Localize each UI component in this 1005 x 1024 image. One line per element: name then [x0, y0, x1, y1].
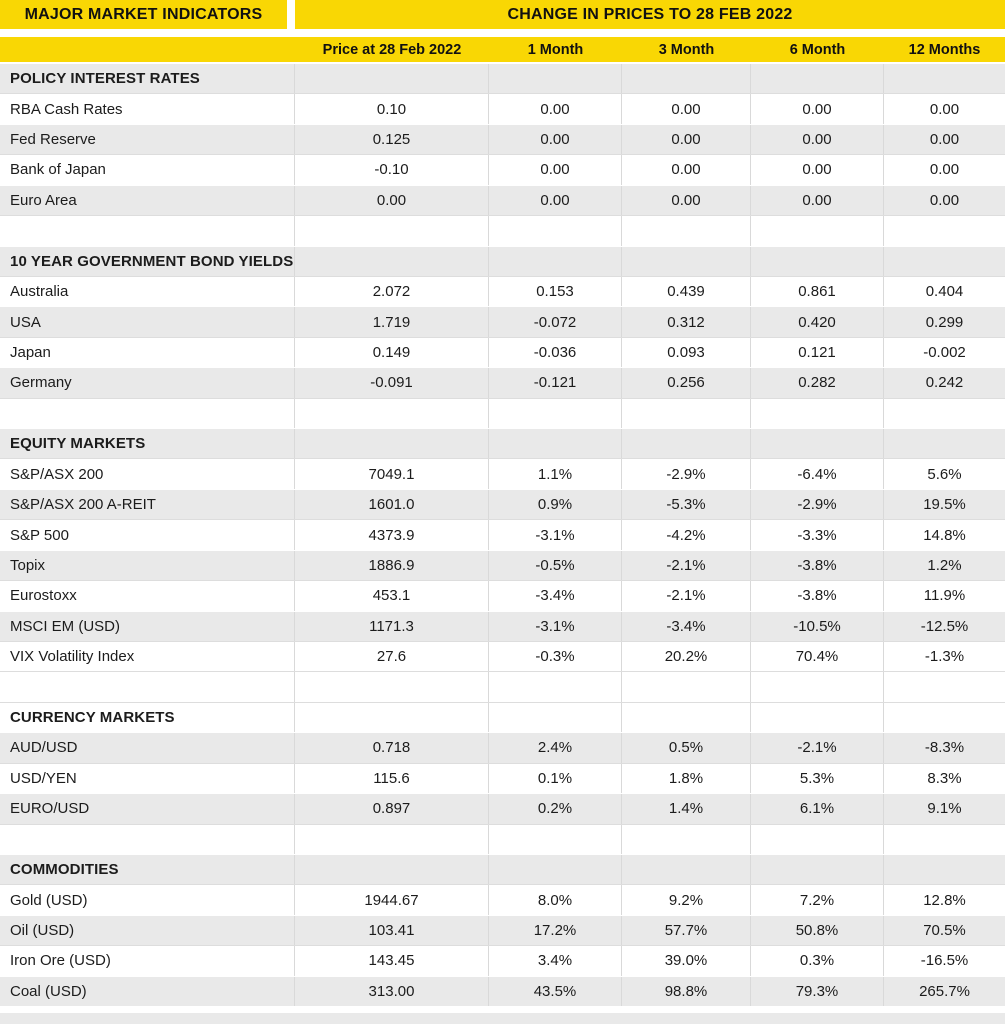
cell-value: 0.00 [751, 186, 884, 215]
cell-value [884, 825, 1005, 854]
cell-value: 0.00 [622, 155, 751, 184]
cell-value: 1886.9 [295, 551, 489, 580]
table-row [0, 550, 1005, 580]
cell-value: 0.125 [295, 125, 489, 154]
cell-value [622, 825, 751, 854]
row-label: USA [0, 307, 295, 336]
cell-value: -10.5% [751, 612, 884, 641]
row-label: Fed Reserve [0, 125, 295, 154]
cell-value: 0.242 [925, 374, 964, 392]
column-header-12-months: 12 Months [908, 41, 981, 58]
cell-value: 0.00 [489, 155, 622, 184]
table-row [0, 732, 1005, 762]
spacer-row [0, 824, 1005, 854]
cell-value: -0.3% [489, 642, 622, 671]
table-row [0, 793, 1005, 823]
cell-value: 3.4% [489, 946, 622, 975]
row-label: RBA Cash Rates [0, 94, 295, 123]
cell-value: -2.9% [751, 490, 884, 519]
cell-value [751, 216, 884, 245]
cell-value [489, 703, 622, 732]
cell-value: -1.3% [924, 648, 965, 666]
cell-value [622, 429, 751, 458]
row-label: Coal (USD) [0, 977, 295, 1006]
cell-value: 19.5% [923, 496, 966, 514]
table-row [0, 276, 1005, 306]
cell-value [489, 429, 622, 458]
cell-value [622, 247, 751, 276]
cell-value: -3.1% [489, 520, 622, 549]
cell-value: -5.3% [622, 490, 751, 519]
row-label: Oil (USD) [0, 916, 295, 945]
section-title: EQUITY MARKETS [0, 429, 295, 458]
cell-value: 0.00 [489, 94, 622, 123]
cell-value: 0.00 [622, 94, 751, 123]
cell-value: 70.5% [923, 922, 966, 940]
row-label [0, 672, 295, 701]
cell-value: -3.4% [622, 612, 751, 641]
row-label: Germany [0, 368, 295, 397]
cell-value: -3.4% [489, 581, 622, 610]
cell-value: 8.3% [927, 769, 962, 787]
cell-value: 0.00 [622, 125, 751, 154]
cell-value: 103.41 [295, 916, 489, 945]
column-header-1-month: 1 Month [527, 41, 584, 58]
cell-value: 0.3% [751, 946, 884, 975]
cell-value: -3.8% [751, 581, 884, 610]
cell-value: 7.2% [751, 885, 884, 914]
section-header-row [0, 854, 1005, 884]
cell-value [622, 855, 751, 884]
spacer-row [0, 215, 1005, 245]
cell-value [884, 216, 1005, 245]
row-label: Eurostoxx [0, 581, 295, 610]
cell-value: 0.00 [751, 125, 884, 154]
cell-value: 5.6% [927, 465, 962, 483]
cell-value: 313.00 [295, 977, 489, 1006]
table-row [0, 580, 1005, 610]
row-label: Gold (USD) [0, 885, 295, 914]
row-label: Iron Ore (USD) [0, 946, 295, 975]
table-row [0, 458, 1005, 488]
table-row [0, 124, 1005, 154]
cell-value: 0.404 [925, 283, 964, 301]
cell-value: -0.002 [923, 344, 966, 361]
cell-value [751, 672, 884, 701]
section-header-row [0, 428, 1005, 458]
cell-value: 0.1% [489, 764, 622, 793]
cell-value: 0.00 [295, 186, 489, 215]
cell-value: 0.312 [622, 307, 751, 336]
table-row [0, 367, 1005, 397]
table-title: MAJOR MARKET INDICATORS [0, 0, 287, 29]
cell-value [489, 672, 622, 701]
cell-value: 43.5% [489, 977, 622, 1006]
row-label [0, 216, 295, 245]
table-row [0, 915, 1005, 945]
row-label: VIX Volatility Index [0, 642, 295, 671]
cell-value: -12.5% [920, 617, 969, 635]
cell-value: 0.00 [751, 155, 884, 184]
cell-value: 4373.9 [295, 520, 489, 549]
section-header-row [0, 702, 1005, 732]
cell-value [295, 64, 489, 93]
cell-value [295, 429, 489, 458]
cell-value: -3.8% [751, 551, 884, 580]
cell-value [751, 703, 884, 732]
cell-value: -3.3% [751, 520, 884, 549]
cell-value: 8.0% [489, 885, 622, 914]
cell-value [884, 247, 1005, 276]
cell-value: -0.036 [489, 338, 622, 367]
cell-value: 0.00 [929, 131, 960, 149]
section-title: 10 YEAR GOVERNMENT BOND YIELDS [0, 247, 295, 276]
cell-value: 6.1% [751, 794, 884, 823]
table-row [0, 945, 1005, 975]
cell-value: 2.4% [489, 733, 622, 762]
cell-value [751, 825, 884, 854]
row-label: AUD/USD [0, 733, 295, 762]
cell-value: 98.8% [622, 977, 751, 1006]
cell-value: -6.4% [751, 459, 884, 488]
cell-value: 0.153 [489, 277, 622, 306]
cell-value: -0.5% [489, 551, 622, 580]
cell-value: 0.718 [295, 733, 489, 762]
row-label [0, 825, 295, 854]
cell-value: 50.8% [751, 916, 884, 945]
cell-value [489, 855, 622, 884]
cell-value: 0.093 [622, 338, 751, 367]
cell-value: 0.861 [751, 277, 884, 306]
row-label: Australia [0, 277, 295, 306]
cell-value: 39.0% [622, 946, 751, 975]
cell-value [884, 855, 1005, 884]
cell-value: -16.5% [920, 952, 969, 970]
cell-value: 453.1 [295, 581, 489, 610]
cell-value: 9.1% [927, 800, 962, 818]
cell-value: 0.282 [751, 368, 884, 397]
cell-value: 0.2% [489, 794, 622, 823]
title-bar [0, 0, 1005, 29]
cell-value: 0.10 [295, 94, 489, 123]
cell-value: 0.9% [489, 490, 622, 519]
row-label: EURO/USD [0, 794, 295, 823]
cell-value: 0.00 [929, 191, 960, 209]
section-title: POLICY INTEREST RATES [0, 64, 295, 93]
cell-value: 0.00 [489, 125, 622, 154]
table-row [0, 763, 1005, 793]
cell-value: 2.072 [295, 277, 489, 306]
row-label: Topix [0, 551, 295, 580]
cell-value: -4.2% [622, 520, 751, 549]
row-label: S&P/ASX 200 A-REIT [0, 490, 295, 519]
cell-value [295, 703, 489, 732]
table-subtitle: CHANGE IN PRICES TO 28 FEB 2022 [295, 0, 1005, 29]
cell-value: 0.00 [929, 161, 960, 179]
row-label [0, 399, 295, 428]
cell-value: -8.3% [924, 739, 965, 757]
cell-value: -0.10 [295, 155, 489, 184]
cell-value: 17.2% [489, 916, 622, 945]
cell-value: 1.2% [927, 556, 962, 574]
column-header-6-month: 6 Month [789, 41, 846, 58]
cell-value: -2.9% [622, 459, 751, 488]
cell-value: 20.2% [622, 642, 751, 671]
section-header-row [0, 246, 1005, 276]
cell-value: -0.091 [295, 368, 489, 397]
cell-value: 57.7% [622, 916, 751, 945]
cell-value: 1.1% [489, 459, 622, 488]
table-row [0, 611, 1005, 641]
section-header-row [0, 63, 1005, 93]
cell-value: 1601.0 [295, 490, 489, 519]
cell-value [622, 64, 751, 93]
cell-value [751, 64, 884, 93]
cell-value: 11.9% [923, 587, 966, 605]
cell-value [751, 247, 884, 276]
cell-value [884, 64, 1005, 93]
cell-value [489, 825, 622, 854]
cell-value [884, 703, 1005, 732]
section-title: CURRENCY MARKETS [0, 703, 295, 732]
table-row [0, 337, 1005, 367]
cell-value: 7049.1 [295, 459, 489, 488]
cell-value [295, 247, 489, 276]
table-row [0, 93, 1005, 123]
row-label: Japan [0, 338, 295, 367]
cell-value: -2.1% [622, 551, 751, 580]
column-header-price: Price at 28 Feb 2022 [322, 41, 462, 58]
table-row [0, 884, 1005, 914]
table-row [0, 641, 1005, 671]
cell-value: -2.1% [622, 581, 751, 610]
spacer-row [0, 671, 1005, 701]
cell-value: 265.7% [919, 982, 970, 1000]
cell-value: 0.299 [925, 313, 964, 331]
cell-value: 1944.67 [295, 885, 489, 914]
row-label: MSCI EM (USD) [0, 612, 295, 641]
cell-value [884, 399, 1005, 428]
cell-value: 1.719 [295, 307, 489, 336]
table-body [0, 63, 1005, 1006]
spacer-row [0, 398, 1005, 428]
cell-value: 1.8% [622, 764, 751, 793]
cell-value [622, 399, 751, 428]
cell-value [489, 247, 622, 276]
table-row [0, 976, 1005, 1006]
table-row [0, 306, 1005, 336]
cell-value: 27.6 [295, 642, 489, 671]
section-title: COMMODITIES [0, 855, 295, 884]
cell-value [295, 216, 489, 245]
row-label: S&P 500 [0, 520, 295, 549]
cell-value: -0.121 [489, 368, 622, 397]
cell-value [751, 429, 884, 458]
table-row [0, 185, 1005, 215]
cell-value: 115.6 [295, 764, 489, 793]
cell-value: 70.4% [751, 642, 884, 671]
cell-value: -3.1% [489, 612, 622, 641]
cell-value: -0.072 [489, 307, 622, 336]
column-header-row [0, 37, 1005, 62]
cell-value: 0.00 [489, 186, 622, 215]
column-header-blank [0, 37, 295, 62]
cell-value [622, 216, 751, 245]
cell-value [622, 672, 751, 701]
cell-value: 79.3% [751, 977, 884, 1006]
cell-value: 0.149 [295, 338, 489, 367]
row-label: Bank of Japan [0, 155, 295, 184]
cell-value: 1171.3 [295, 612, 489, 641]
cell-value: 1.4% [622, 794, 751, 823]
cell-value: 5.3% [751, 764, 884, 793]
cell-value: 0.00 [622, 186, 751, 215]
cell-value [751, 855, 884, 884]
cell-value: 9.2% [622, 885, 751, 914]
cell-value [295, 399, 489, 428]
table-row [0, 519, 1005, 549]
cell-value: 0.5% [622, 733, 751, 762]
row-label: USD/YEN [0, 764, 295, 793]
cell-value [489, 399, 622, 428]
title-divider [287, 0, 295, 29]
cell-value [884, 429, 1005, 458]
cell-value: 0.420 [751, 307, 884, 336]
cell-value [295, 855, 489, 884]
cell-value: 14.8% [923, 526, 966, 544]
cell-value [622, 703, 751, 732]
cell-value: 0.00 [929, 100, 960, 118]
row-label: Euro Area [0, 186, 295, 215]
cell-value: 0.121 [751, 338, 884, 367]
cell-value [489, 64, 622, 93]
cell-value: -2.1% [751, 733, 884, 762]
cell-value [751, 399, 884, 428]
column-header-3-month: 3 Month [658, 41, 715, 58]
cell-value: 0.439 [622, 277, 751, 306]
row-label: S&P/ASX 200 [0, 459, 295, 488]
cell-value: 0.00 [751, 94, 884, 123]
cell-value: 12.8% [923, 891, 966, 909]
cell-value: 143.45 [295, 946, 489, 975]
cell-value: 0.256 [622, 368, 751, 397]
cell-value [295, 825, 489, 854]
cell-value: 0.897 [295, 794, 489, 823]
bottom-partial-row [0, 1013, 1005, 1024]
table-row [0, 154, 1005, 184]
cell-value [884, 672, 1005, 701]
table-row [0, 489, 1005, 519]
cell-value [489, 216, 622, 245]
cell-value [295, 672, 489, 701]
